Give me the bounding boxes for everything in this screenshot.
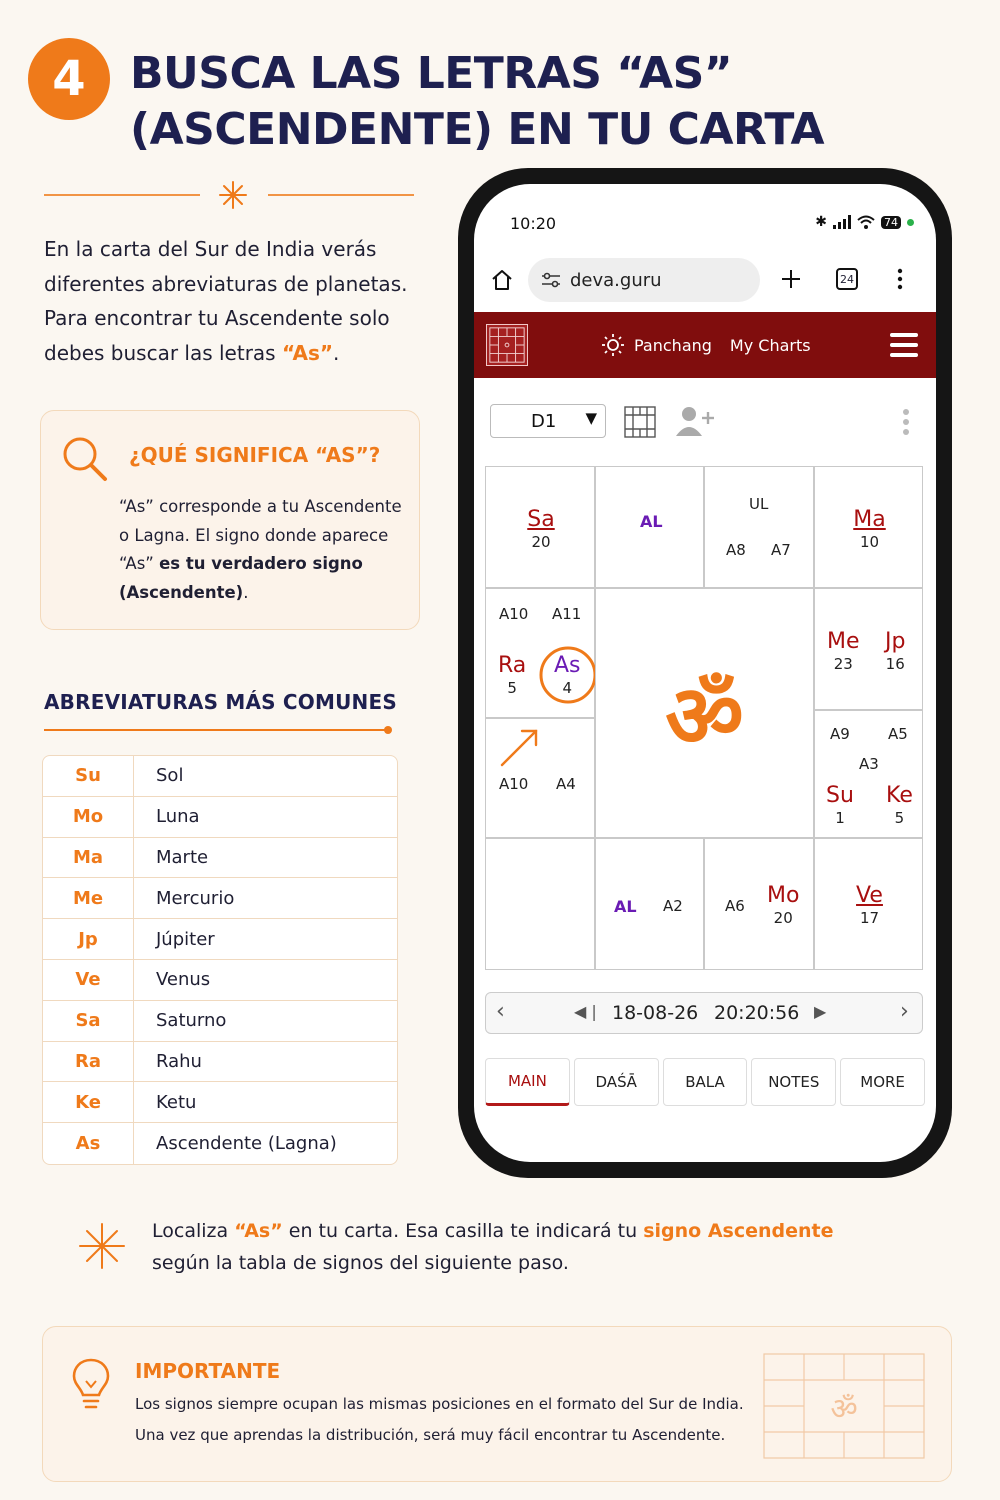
battery-indicator: 74 [881,216,901,229]
label-a3: A3 [859,755,879,773]
step-number-badge: 4 [28,38,110,120]
step-forward-icon[interactable]: ▶ [814,1002,827,1021]
step-back-icon[interactable]: ◀ | [574,1002,597,1021]
label-a8: A8 [726,541,746,559]
app-header [474,312,936,378]
phone-mockup [458,168,952,1178]
status-time: 10:20 [510,214,557,233]
home-icon[interactable] [490,268,514,292]
planet-ve: Ve 17 [856,883,883,927]
status-bar [474,184,936,238]
chevron-left-icon[interactable]: ‹ [496,999,505,1024]
bottom-tabs [485,1058,925,1106]
sparkle-icon [78,1222,126,1270]
chart-cell-bottom-3[interactable] [704,838,814,970]
ascendant-highlight-circle [538,645,598,705]
magnifier-icon [59,433,111,485]
browser-url-bar [474,248,936,312]
chart-date[interactable]: 18-08-26 [612,1002,699,1024]
chart-cell-top-1[interactable] [485,466,595,588]
table-row: Ve Venus [43,960,397,1001]
planet-sa: Sa 20 [527,507,555,551]
divider-right [268,194,414,196]
status-icons [815,214,914,230]
locate-note: Localiza “As” en tu carta. Esa casilla te indicará tu signo Ascendente según la tabla de signos del siguiente paso. [152,1220,834,1274]
chart-cell-top-3[interactable] [704,466,814,588]
label-a7: A7 [771,541,791,559]
abbreviations-underline [44,729,388,731]
bluetooth-icon: ✱ [815,214,827,230]
abbreviations-underline-dot [384,726,392,734]
chart-cell-left-1[interactable] [485,588,595,718]
app-nav [602,312,811,378]
label-a10-lower: A10 [499,775,529,793]
tab-notes[interactable]: NOTES [751,1058,836,1106]
nav-panchang[interactable]: Panchang [634,335,712,355]
table-row: Su Sol [43,756,397,797]
url-text: deva.guru [570,269,662,291]
abbreviations-heading: ABREVIATURAS MÁS COMUNES [44,690,397,714]
chevron-right-icon[interactable]: › [900,999,909,1024]
nav-my-charts[interactable]: My Charts [729,335,811,355]
label-a2: A2 [663,897,683,915]
info-card-as-meaning [40,410,420,630]
add-person-icon[interactable] [674,404,716,438]
important-callout [42,1326,952,1482]
phone-screen [474,184,936,1162]
table-row: Ra Rahu [43,1042,397,1083]
planet-ma: Ma 10 [853,507,886,551]
table-row: As Ascendente (Lagna) [43,1123,397,1164]
label-a9: A9 [830,725,850,743]
info-card-body: “As” corresponde a tu Ascendente o Lagna. El signo donde aparece “As” es tu verdadero signo (Ascendente). [119,497,402,602]
chart-cell-top-2[interactable] [595,466,704,588]
lightbulb-icon [71,1357,111,1413]
chart-toolbar [474,396,936,444]
chart-outline-illustration [763,1353,925,1459]
tab-main[interactable]: MAIN [485,1058,570,1106]
chart-cell-right-1[interactable] [814,588,923,710]
chart-cell-bottom-4[interactable] [814,838,923,970]
privacy-dot [907,219,914,226]
label-a11: A11 [552,605,582,623]
south-indian-chart [485,466,923,970]
planet-me: Me 23 [827,629,860,673]
om-symbol-icon: ॐ [665,666,744,767]
sparkle-icon [218,180,248,210]
intro-paragraph: En la carta del Sur de India verás diferentes abreviaturas de planetas. Para encontrar tu Ascendente solo debes buscar las letras “As”. [44,237,408,365]
table-row: Mo Luna [43,797,397,838]
planet-ra: Ra 5 [498,653,527,697]
chart-cell-bottom-2[interactable] [595,838,704,970]
app-logo[interactable] [486,324,528,366]
wifi-icon [857,215,875,229]
table-row: Sa Saturno [43,1001,397,1042]
om-symbol-watermark: ॐ [830,1392,858,1427]
site-settings-icon [542,272,560,288]
planet-jp: Jp 16 [885,629,906,673]
label-a5: A5 [888,725,908,743]
info-card-title: ¿QUÉ SIGNIFICA “AS”? [129,443,381,467]
chart-cell-top-4[interactable] [814,466,923,588]
chart-cell-bottom-1[interactable] [485,838,595,970]
table-row: Me Mercurio [43,878,397,919]
arudha-lagna-label-lower: AL [614,897,637,916]
date-navigator [485,992,923,1034]
browser-menu-icon[interactable] [896,268,904,290]
label-a6: A6 [725,897,745,915]
planet-su: Su 1 [826,783,854,827]
planet-as-ascendant: As 4 [554,653,581,697]
label-a10: A10 [499,605,529,623]
label-a4: A4 [556,775,576,793]
chart-options-icon[interactable] [902,408,910,436]
new-tab-icon[interactable] [780,268,802,290]
abbreviations-table [42,755,398,1165]
chart-cell-left-2[interactable] [485,718,595,838]
division-select[interactable]: D1 ▼ [490,404,606,438]
planet-ke: Ke 5 [886,783,913,827]
table-row: Ma Marte [43,838,397,879]
label-ul: UL [749,495,769,513]
tab-switcher-button[interactable]: 24 [836,268,858,290]
arudha-lagna-label: AL [640,512,663,531]
important-title: IMPORTANTE [135,1359,281,1383]
table-row: Ke Ketu [43,1082,397,1123]
sun-icon [602,334,624,356]
chart-cell-right-2[interactable] [814,710,923,838]
chart-style-icon[interactable] [624,406,656,438]
chart-time[interactable]: 20:20:56 [714,1002,800,1024]
tab-more[interactable]: MORE [840,1058,925,1106]
page-title: BUSCA LAS LETRAS “AS” (ASCENDENTE) EN TU CARTA [130,48,825,155]
chevron-down-icon: ▼ [585,409,597,427]
table-row: Jp Júpiter [43,919,397,960]
tab-bala[interactable]: BALA [663,1058,748,1106]
signal-icon [833,215,851,229]
tab-dasa[interactable]: DAŚĀ [574,1058,659,1106]
chart-center [595,588,814,838]
pointer-arrow-icon [496,721,546,771]
address-bar[interactable] [528,258,760,302]
planet-mo: Mo 20 [767,883,800,927]
important-body: Los signos siempre ocupan las mismas posiciones en el formato del Sur de India. Una vez que aprendas la distribución, será muy fácil encontrar tu Ascendente. [135,1395,744,1444]
hamburger-menu-icon[interactable] [890,333,918,357]
divider-left [44,194,200,196]
